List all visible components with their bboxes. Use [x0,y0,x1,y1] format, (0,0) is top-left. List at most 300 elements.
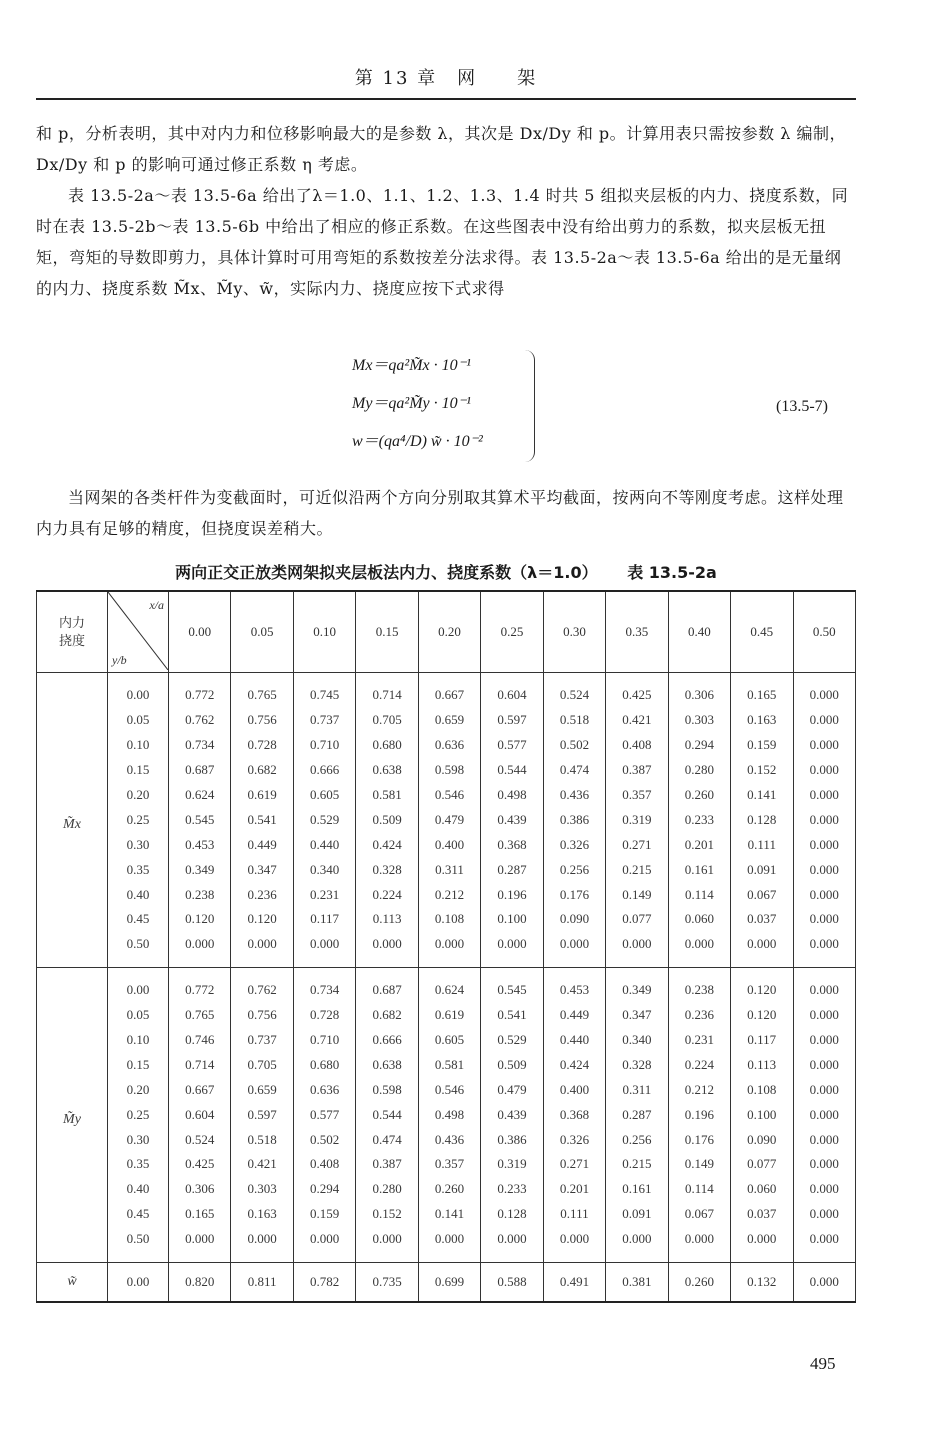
table-cell: 0.524 [543,673,605,708]
table-cell: 0.000 [793,758,855,783]
w-group [37,1262,856,1302]
table-cell: 0.699 [418,1262,480,1302]
table-cell: 0.000 [606,1227,668,1262]
table-cell: 0.347 [606,1003,668,1028]
table-cell: 0.163 [731,708,793,733]
table-cell: 0.659 [231,1077,293,1102]
diag-y-label: y/b [112,653,127,667]
table-cell: 0.141 [418,1202,480,1227]
row-y-value: 0.00 [108,1262,169,1302]
table-cell: 0.524 [169,1127,231,1152]
table-cell: 0.544 [356,1102,418,1127]
table-cell: 0.256 [606,1127,668,1152]
table-cell: 0.132 [731,1262,793,1302]
table-cell: 0.714 [169,1052,231,1077]
table-cell: 0.400 [543,1077,605,1102]
corner-label-line1: 内力 [58,615,85,630]
table-cell: 0.271 [606,832,668,857]
row-y-value: 0.45 [108,1202,169,1227]
table-cell: 0.114 [668,882,730,907]
corner-label [37,591,108,673]
row-y-value: 0.10 [108,1028,169,1053]
table-cell: 0.233 [481,1177,543,1202]
table-cell: 0.605 [418,1028,480,1053]
table-cell: 0.165 [731,673,793,708]
table-cell: 0.387 [606,758,668,783]
row-y-value: 0.30 [108,1127,169,1152]
table-cell: 0.546 [418,1077,480,1102]
column-header: 0.30 [543,591,605,673]
table-cell: 0.666 [356,1028,418,1053]
table-cell: 0.303 [231,1177,293,1202]
table-cell: 0.000 [793,1077,855,1102]
table-cell: 0.000 [793,1177,855,1202]
table-cell: 0.439 [481,1102,543,1127]
table-cell: 0.728 [231,733,293,758]
table-cell: 0.260 [668,783,730,808]
table-cell: 0.387 [356,1152,418,1177]
table-cell: 0.077 [606,907,668,932]
table-cell: 0.624 [169,783,231,808]
table-cell: 0.682 [231,758,293,783]
row-y-value: 0.10 [108,733,169,758]
row-y-value: 0.20 [108,1077,169,1102]
table-cell: 0.714 [356,673,418,708]
table-cell: 0.306 [668,673,730,708]
table-cell: 0.425 [606,673,668,708]
row-y-value: 0.50 [108,1227,169,1262]
table-cell: 0.735 [356,1262,418,1302]
table-row [37,807,856,832]
paragraph-3: 当网架的各类杆件为变截面时，可近似沿两个方向分别取其算术平均截面，按两向不等刚度考虑。这样处理内力具有足够的精度，但挠度误差稍大。 [36,488,844,538]
table-cell: 0.000 [793,882,855,907]
table-cell: 0.149 [668,1152,730,1177]
table-cell: 0.479 [418,807,480,832]
table-cell: 0.287 [606,1102,668,1127]
table-cell: 0.424 [543,1052,605,1077]
table-cell: 0.598 [356,1077,418,1102]
table-cell: 0.165 [169,1202,231,1227]
table-cell: 0.238 [668,967,730,1002]
table-cell: 0.000 [731,1227,793,1262]
table-cell: 0.546 [418,783,480,808]
table-cell: 0.737 [293,708,355,733]
table-cell: 0.236 [668,1003,730,1028]
table-row [37,708,856,733]
table-cell: 0.201 [668,832,730,857]
table-cell: 0.624 [418,967,480,1002]
formula-line-w: w＝(qa⁴/D) w̃ · 10⁻² [352,433,483,450]
table-cell: 0.000 [793,1262,855,1302]
group-label: M̃y [37,967,108,1262]
table-cell: 0.638 [356,1052,418,1077]
table-cell: 0.120 [731,1003,793,1028]
table-cell: 0.734 [293,967,355,1002]
table-cell: 0.541 [231,807,293,832]
table-cell: 0.598 [418,758,480,783]
table-cell: 0.509 [356,807,418,832]
column-header: 0.50 [793,591,855,673]
row-y-value: 0.15 [108,1052,169,1077]
table-cell: 0.381 [606,1262,668,1302]
row-y-value: 0.25 [108,807,169,832]
table-cell: 0.161 [668,857,730,882]
table-cell: 0.577 [481,733,543,758]
table-cell: 0.577 [293,1102,355,1127]
table-row [37,932,856,967]
table-cell: 0.400 [418,832,480,857]
table-cell: 0.000 [793,1052,855,1077]
table-cell: 0.349 [606,967,668,1002]
table-cell: 0.498 [418,1102,480,1127]
column-header: 0.25 [481,591,543,673]
table-cell: 0.604 [481,673,543,708]
table-cell: 0.000 [793,733,855,758]
column-header: 0.05 [231,591,293,673]
table-cell: 0.231 [293,882,355,907]
table-cell: 0.000 [668,932,730,967]
table-cell: 0.439 [481,807,543,832]
table-cell: 0.231 [668,1028,730,1053]
paragraph-2: 表 13.5-2a～表 13.5-6a 给出了λ＝1.0、1.1、1.2、1.3、1.4 时共 5 组拟夹层板的内力、挠度系数，同时在表 13.5-2b～表 13.5-6b 中给出了相应的修正系数。在这些图表中没有给出剪力的系数，拟夹层板无扭矩，弯矩的导数即剪力，具体计算时可用弯矩的系数按差分法求得。表 13.5-2a～表 13.5-6a 给出的是无量纲的内力、挠度系数 M̃x、M̃y、w̃，实际内力、挠度应按下式求得 [36,186,849,298]
table-cell: 0.440 [293,832,355,857]
table-cell: 0.196 [668,1102,730,1127]
column-header: 0.20 [418,591,480,673]
table-row [37,832,856,857]
row-y-value: 0.35 [108,1152,169,1177]
table-cell: 0.000 [793,1102,855,1127]
row-y-value: 0.30 [108,832,169,857]
table-row [37,1102,856,1127]
table-cell: 0.000 [793,967,855,1002]
table-cell: 0.196 [481,882,543,907]
table-cell: 0.474 [543,758,605,783]
table-row [37,967,856,1002]
table-cell: 0.149 [606,882,668,907]
table-cell: 0.000 [418,932,480,967]
table-cell: 0.638 [356,758,418,783]
table-cell: 0.000 [793,673,855,708]
table-cell: 0.120 [169,907,231,932]
table-cell: 0.529 [293,807,355,832]
table-row [37,1127,856,1152]
table-cell: 0.705 [356,708,418,733]
table-cell: 0.659 [418,708,480,733]
table-cell: 0.000 [793,1127,855,1152]
row-y-value: 0.50 [108,932,169,967]
row-y-value: 0.00 [108,673,169,708]
row-y-value: 0.05 [108,1003,169,1028]
table-cell: 0.280 [668,758,730,783]
table-cell: 0.117 [731,1028,793,1053]
table-cell: 0.581 [418,1052,480,1077]
table-cell: 0.212 [668,1077,730,1102]
corner-label-line2: 挠度 [58,633,85,648]
right-brace [520,350,535,462]
table-cell: 0.502 [293,1127,355,1152]
table-cell: 0.311 [606,1077,668,1102]
table-cell: 0.349 [169,857,231,882]
table-cell: 0.453 [169,832,231,857]
table-row [37,783,856,808]
table-cell: 0.474 [356,1127,418,1152]
table-cell: 0.421 [606,708,668,733]
table-cell: 0.687 [169,758,231,783]
table-cell: 0.000 [543,932,605,967]
table-number: 表 13.5-2a [627,563,717,582]
table-cell: 0.000 [793,1202,855,1227]
table-cell: 0.159 [731,733,793,758]
table-cell: 0.114 [668,1177,730,1202]
table-cell: 0.152 [356,1202,418,1227]
page-number: 495 [810,1354,836,1373]
table-cell: 0.287 [481,857,543,882]
table-cell: 0.636 [418,733,480,758]
table-cell: 0.518 [231,1127,293,1152]
my-group [37,967,856,1262]
table-cell: 0.000 [668,1227,730,1262]
table-cell: 0.619 [231,783,293,808]
table-cell: 0.060 [731,1177,793,1202]
table-cell: 0.215 [606,1152,668,1177]
table-cell: 0.224 [356,882,418,907]
row-y-value: 0.40 [108,882,169,907]
table-cell: 0.000 [793,783,855,808]
table-cell: 0.326 [543,832,605,857]
table-cell: 0.100 [731,1102,793,1127]
table-cell: 0.128 [731,807,793,832]
paragraph-1: 和 p，分析表明，其中对内力和位移影响最大的是参数 λ，其次是 Dx/Dy 和 p。计算用表只需按参数 λ 编制，Dx/Dy 和 p 的影响可通过修正系数 η 考虑。 [36,124,846,174]
table-cell: 0.424 [356,832,418,857]
table-cell: 0.820 [169,1262,231,1302]
table-cell: 0.436 [418,1127,480,1152]
table-cell: 0.319 [606,807,668,832]
table-cell: 0.067 [731,882,793,907]
table-cell: 0.176 [668,1127,730,1152]
table-cell: 0.212 [418,882,480,907]
column-header: 0.15 [356,591,418,673]
table-cell: 0.120 [231,907,293,932]
table-cell: 0.509 [481,1052,543,1077]
table-cell: 0.100 [481,907,543,932]
table-cell: 0.090 [731,1127,793,1152]
table-cell: 0.000 [231,1227,293,1262]
table-cell: 0.037 [731,1202,793,1227]
table-cell: 0.479 [481,1077,543,1102]
table-cell: 0.111 [543,1202,605,1227]
table-cell: 0.746 [169,1028,231,1053]
table-row [37,733,856,758]
table-cell: 0.408 [293,1152,355,1177]
table-cell: 0.000 [731,932,793,967]
table-cell: 0.260 [668,1262,730,1302]
formula-line-my: My＝qa²M̃y · 10⁻¹ [352,395,471,412]
diag-x-label: x/a [149,598,164,612]
table-cell: 0.436 [543,783,605,808]
table-cell: 0.000 [793,1003,855,1028]
table-cell: 0.529 [481,1028,543,1053]
table-cell: 0.545 [481,967,543,1002]
table-cell: 0.000 [793,807,855,832]
table-cell: 0.734 [169,733,231,758]
table-cell: 0.000 [793,1028,855,1053]
table-cell: 0.449 [543,1003,605,1028]
table-cell: 0.762 [169,708,231,733]
table-cell: 0.000 [793,907,855,932]
table-cell: 0.311 [418,857,480,882]
table-cell: 0.000 [543,1227,605,1262]
table-row [37,1177,856,1202]
table-cell: 0.113 [731,1052,793,1077]
table-cell: 0.588 [481,1262,543,1302]
table-cell: 0.294 [293,1177,355,1202]
table-cell: 0.306 [169,1177,231,1202]
formula-13-5-7 [352,347,483,461]
group-label: w̃ [37,1262,108,1302]
table-cell: 0.108 [418,907,480,932]
table-row [37,1003,856,1028]
table-cell: 0.710 [293,1028,355,1053]
table-cell: 0.710 [293,733,355,758]
table-cell: 0.502 [543,733,605,758]
table-cell: 0.000 [231,932,293,967]
table-cell: 0.000 [418,1227,480,1262]
table-cell: 0.386 [481,1127,543,1152]
table-row [37,758,856,783]
table-cell: 0.000 [169,1227,231,1262]
table-cell: 0.152 [731,758,793,783]
table-cell: 0.386 [543,807,605,832]
table-cell: 0.745 [293,673,355,708]
table-row [37,1028,856,1053]
table-row [37,1262,856,1302]
column-header: 0.00 [169,591,231,673]
table-cell: 0.236 [231,882,293,907]
table-cell: 0.326 [543,1127,605,1152]
table-cell: 0.347 [231,857,293,882]
table-row [37,1077,856,1102]
table-cell: 0.000 [481,1227,543,1262]
table-cell: 0.357 [418,1152,480,1177]
table-cell: 0.425 [169,1152,231,1177]
table-cell: 0.256 [543,857,605,882]
table-cell: 0.421 [231,1152,293,1177]
table-cell: 0.000 [793,1227,855,1262]
column-header: 0.40 [668,591,730,673]
table-cell: 0.368 [481,832,543,857]
table-cell: 0.141 [731,783,793,808]
table-cell: 0.498 [481,783,543,808]
table-cell: 0.619 [418,1003,480,1028]
column-header: 0.45 [731,591,793,673]
table-cell: 0.667 [418,673,480,708]
table-cell: 0.581 [356,783,418,808]
table-cell: 0.541 [481,1003,543,1028]
table-cell: 0.666 [293,758,355,783]
table-cell: 0.705 [231,1052,293,1077]
table-cell: 0.737 [231,1028,293,1053]
coefficient-table [36,590,856,1303]
table-cell: 0.060 [668,907,730,932]
table-row [37,857,856,882]
row-y-value: 0.00 [108,967,169,1002]
table-cell: 0.762 [231,967,293,1002]
table-caption-title: 两向正交正放类网架拟夹层板法内力、挠度系数（λ＝1.0） [175,563,598,582]
table-cell: 0.680 [356,733,418,758]
table-cell: 0.077 [731,1152,793,1177]
table-cell: 0.000 [793,857,855,882]
column-header: 0.10 [293,591,355,673]
table-cell: 0.090 [543,907,605,932]
table-row [37,1052,856,1077]
table-cell: 0.303 [668,708,730,733]
table-cell: 0.440 [543,1028,605,1053]
running-header: 第 13 章 网 架 [36,60,856,100]
table-cell: 0.597 [481,708,543,733]
table-cell: 0.687 [356,967,418,1002]
table-cell: 0.772 [169,967,231,1002]
table-cell: 0.294 [668,733,730,758]
table-cell: 0.605 [293,783,355,808]
table-row [37,1227,856,1262]
table-cell: 0.545 [169,807,231,832]
table-cell: 0.201 [543,1177,605,1202]
table-cell: 0.176 [543,882,605,907]
table-cell: 0.328 [356,857,418,882]
table-cell: 0.328 [606,1052,668,1077]
table-cell: 0.159 [293,1202,355,1227]
table-cell: 0.518 [543,708,605,733]
table-cell: 0.604 [169,1102,231,1127]
table-row [37,907,856,932]
column-header: 0.35 [606,591,668,673]
table-cell: 0.128 [481,1202,543,1227]
mx-group [37,673,856,968]
table-cell: 0.000 [169,932,231,967]
row-y-value: 0.35 [108,857,169,882]
table-row [37,882,856,907]
row-y-value: 0.25 [108,1102,169,1127]
table-cell: 0.091 [731,857,793,882]
table-cell: 0.728 [293,1003,355,1028]
table-cell: 0.357 [606,783,668,808]
row-y-value: 0.20 [108,783,169,808]
table-cell: 0.680 [293,1052,355,1077]
table-cell: 0.000 [356,932,418,967]
table-cell: 0.544 [481,758,543,783]
table-cell: 0.091 [606,1202,668,1227]
table-row [37,673,856,708]
table-cell: 0.163 [231,1202,293,1227]
table-cell: 0.224 [668,1052,730,1077]
table-cell: 0.765 [231,673,293,708]
table-cell: 0.772 [169,673,231,708]
table-cell: 0.000 [481,932,543,967]
equation-number: (13.5-7) [776,398,828,415]
table-cell: 0.111 [731,832,793,857]
table-row [37,1152,856,1177]
table-cell: 0.108 [731,1077,793,1102]
table-cell: 0.756 [231,1003,293,1028]
table-cell: 0.368 [543,1102,605,1127]
group-label: M̃x [37,673,108,968]
table-cell: 0.449 [231,832,293,857]
table-cell: 0.280 [356,1177,418,1202]
row-y-value: 0.40 [108,1177,169,1202]
table-cell: 0.120 [731,967,793,1002]
table-cell: 0.215 [606,857,668,882]
table-cell: 0.260 [418,1177,480,1202]
